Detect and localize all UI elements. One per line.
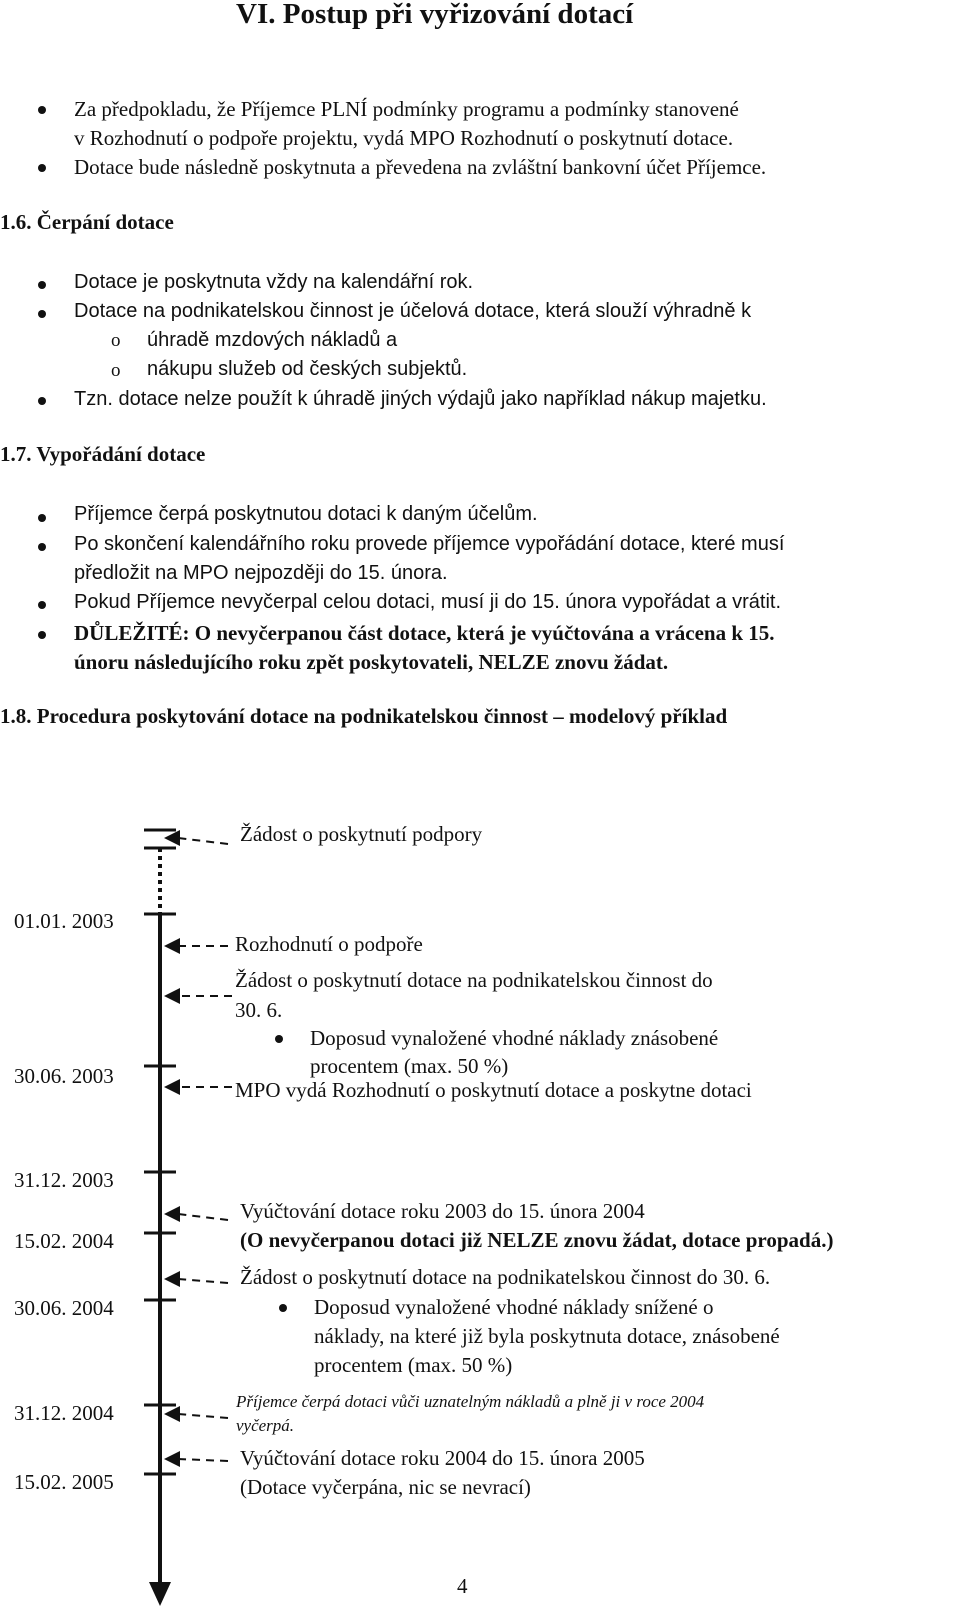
s16-item-3: Tzn. dotace nelze použít k úhradě jiných výdajů jako například nákup majetku.	[74, 388, 767, 410]
s16-item-1: Dotace je poskytnuta vždy na kalendářní rok.	[74, 271, 474, 293]
event-drawdown-note-line-2: vyčerpá.	[236, 1416, 295, 1435]
important-note-line-1: DŮLEŽITÉ: O nevyčerpanou část dotace, která je vyúčtována a vrácena k 15.	[74, 621, 775, 645]
event-subsidy-request-2004-bullet-line-1: Doposud vynaložené vhodné náklady snížené o	[314, 1295, 714, 1319]
arrow-head	[164, 1079, 180, 1095]
event-settlement-2004-line-1: Vyúčtování dotace roku 2004 do 15. února 2005	[240, 1446, 645, 1470]
event-settlement-2004-line-2: (Dotace vyčerpána, nic se nevrací)	[240, 1475, 531, 1499]
s17-item-2-line-2: předložit na MPO nejpozději do 15. února.	[74, 562, 448, 584]
page-number: 4	[457, 1574, 468, 1598]
timeline-date: 15.02. 2004	[14, 1229, 114, 1253]
timeline-date: 15.02. 2005	[14, 1470, 114, 1494]
s16-subitem-1: úhradě mzdových nákladů a	[147, 329, 398, 351]
event-subsidy-request-2004-bullet-line-3: procentem (max. 50 %)	[314, 1353, 513, 1377]
sub-bullet-marker: o	[111, 360, 121, 381]
timeline-arrowhead	[149, 1582, 171, 1606]
arrow-head	[164, 1206, 180, 1222]
event-arrow	[178, 1414, 228, 1418]
intro-item-2: Dotace bude následně poskytnuta a převedena na zvláštní bankovní účet Příjemce.	[74, 155, 767, 179]
arrow-head	[164, 938, 180, 954]
s17-item-3: Pokud Příjemce nevyčerpal celou dotaci, musí ji do 15. února vypořádat a vrátit.	[74, 591, 782, 613]
event-subsidy-request-bullet-line-1: Doposud vynaložené vhodné náklady znásobené	[310, 1026, 719, 1050]
bullet-dot	[279, 1304, 287, 1312]
arrow-head	[164, 830, 180, 846]
sub-bullet-marker: o	[111, 330, 121, 351]
important-note-line-2: únoru následujícího roku zpět poskytovateli, NELZE znovu žádat.	[74, 650, 669, 674]
page-title: VI. Postup při vyřizování dotací	[236, 0, 634, 30]
bullet-dot	[275, 1035, 283, 1043]
event-settlement-2003-line-2: (O nevyčerpanou dotaci již NELZE znovu žádat, dotace propadá.)	[240, 1228, 834, 1252]
event-subsidy-request-line-1: Žádost o poskytnutí dotace na podnikatelskou činnost do	[235, 968, 713, 992]
section-heading-1-6: 1.6. Čerpání dotace	[0, 210, 174, 234]
event-subsidy-request-bullet-line-2: procentem (max. 50 %)	[310, 1054, 509, 1078]
timeline-date: 01.01. 2003	[14, 909, 114, 933]
event-subsidy-request-2004: Žádost o poskytnutí dotace na podnikatelskou činnost do 30. 6.	[240, 1265, 771, 1289]
s17-item-1: Příjemce čerpá poskytnutou dotaci k daným účelům.	[74, 503, 538, 525]
s16-subitem-2: nákupu služeb od českých subjektů.	[147, 358, 468, 380]
arrow-head	[164, 1451, 180, 1467]
arrow-head	[164, 1271, 180, 1287]
section-heading-1-7: 1.7. Vypořádání dotace	[0, 442, 206, 466]
timeline-date: 31.12. 2004	[14, 1401, 114, 1425]
event-drawdown-note-line-1: Příjemce čerpá dotaci vůči uznatelným nákladů a plně ji v roce 2004	[236, 1392, 705, 1411]
arrow-head	[164, 1406, 180, 1422]
intro-item-1-line-1: Za předpokladu, že Příjemce PLNÍ podmínky programu a podmínky stanovené	[74, 97, 739, 121]
event-decision-support: Rozhodnutí o podpoře	[235, 932, 423, 956]
timeline-date: 30.06. 2003	[14, 1064, 114, 1088]
event-subsidy-request-line-2: 30. 6.	[235, 998, 283, 1022]
event-arrow	[178, 838, 228, 844]
event-arrow	[178, 1214, 228, 1220]
event-arrow	[178, 1279, 228, 1283]
s16-item-2: Dotace na podnikatelskou činnost je účelová dotace, která slouží výhradně k	[74, 300, 752, 322]
timeline-date: 30.06. 2004	[14, 1296, 114, 1320]
event-settlement-2003-line-1: Vyúčtování dotace roku 2003 do 15. února 2004	[240, 1199, 645, 1223]
section-heading-1-8: 1.8. Procedura poskytování dotace na podnikatelskou činnost – modelový příklad	[0, 704, 728, 728]
event-subsidy-request-2004-bullet-line-2: náklady, na které již byla poskytnuta dotace, znásobené	[314, 1324, 780, 1348]
event-application-support: Žádost o poskytnutí podpory	[240, 822, 483, 846]
event-arrow	[178, 1459, 228, 1461]
s17-item-2-line-1: Po skončení kalendářního roku provede příjemce vypořádání dotace, které musí	[74, 533, 785, 555]
event-mpo-decision: MPO vydá Rozhodnutí o poskytnutí dotace a poskytne dotaci	[235, 1078, 752, 1102]
intro-item-1-line-2: v Rozhodnutí o podpoře projektu, vydá MPO Rozhodnutí o poskytnutí dotace.	[74, 126, 734, 150]
arrow-head	[164, 988, 180, 1004]
timeline-date: 31.12. 2003	[14, 1168, 114, 1192]
